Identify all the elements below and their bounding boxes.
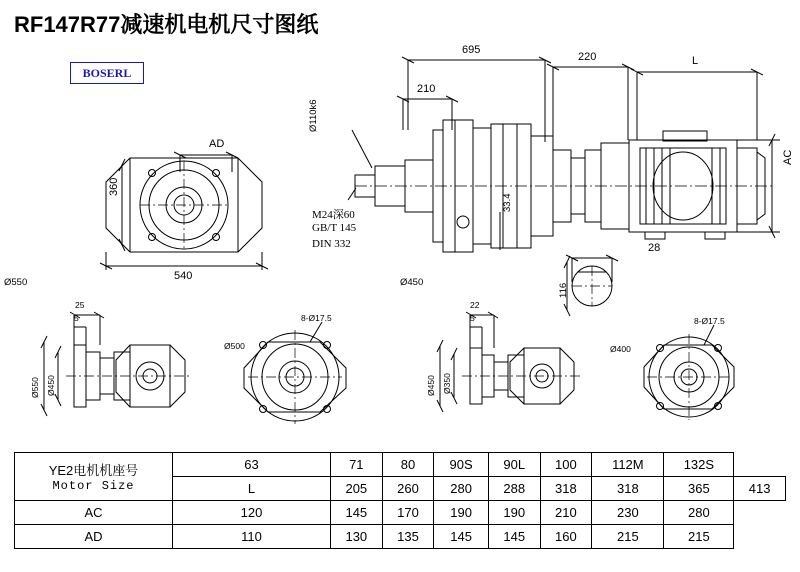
- cell: 110: [173, 525, 331, 549]
- col-header: 63: [173, 453, 331, 477]
- dim-d110k6: Ø110k6: [308, 99, 319, 132]
- cell: 145: [434, 525, 489, 549]
- cell: 365: [664, 477, 734, 501]
- cell: 145: [488, 525, 540, 549]
- table-row: [15, 453, 786, 477]
- dim-695: 695: [462, 44, 481, 56]
- dim-220: 220: [578, 51, 597, 63]
- cell: 135: [382, 525, 434, 549]
- cell: 160: [540, 525, 592, 549]
- cell: 280: [434, 477, 489, 501]
- dim-540: 540: [174, 270, 193, 282]
- dim-360: 360: [108, 177, 120, 196]
- row-header-cn: YE2电机机座号: [48, 463, 139, 478]
- col-header: 100: [540, 453, 592, 477]
- thread-callout-line2: GB/T 145: [312, 222, 357, 234]
- dim-210: 210: [417, 83, 436, 95]
- row-header-motor-size: [15, 453, 173, 501]
- cell: 170: [382, 501, 434, 525]
- table-row: [15, 525, 786, 549]
- dim-d550-side: Ø550: [30, 377, 40, 398]
- col-header: 112M: [592, 453, 664, 477]
- thread-callout-line3: DIN 332: [312, 238, 351, 250]
- dim-5b: 5: [470, 313, 475, 323]
- dim-d350-side: Ø350: [442, 373, 452, 394]
- row-header-en: Motor Size: [52, 479, 135, 493]
- col-header: 71: [331, 453, 383, 477]
- cell: 288: [488, 477, 540, 501]
- dim-d450-top: Ø450: [400, 277, 424, 288]
- col-header: 90S: [434, 453, 489, 477]
- row-label-AD: AD: [15, 525, 173, 549]
- cell: 145: [331, 501, 383, 525]
- cell: 210: [540, 501, 592, 525]
- page-title: RF147R77减速机电机尺寸图纸: [14, 12, 319, 37]
- cell: 230: [592, 501, 664, 525]
- dim-28: 28: [648, 242, 661, 254]
- row-label-L: L: [173, 477, 331, 501]
- thread-callout-line1: M24深60: [312, 209, 355, 221]
- col-header: 132S: [664, 453, 734, 477]
- dim-22: 22: [470, 300, 480, 310]
- cell: 130: [331, 525, 383, 549]
- cell: 318: [540, 477, 592, 501]
- dim-d450-side2: Ø450: [426, 375, 436, 396]
- dim-25: 25: [75, 300, 85, 310]
- cell: 318: [592, 477, 664, 501]
- col-header: 80: [382, 453, 434, 477]
- cell: 190: [434, 501, 489, 525]
- cell: 215: [664, 525, 734, 549]
- cell: 120: [173, 501, 331, 525]
- col-header: 90L: [488, 453, 540, 477]
- cell: 260: [382, 477, 434, 501]
- table-row: [15, 501, 786, 525]
- dim-d400: Ø400: [610, 344, 631, 354]
- dim-d450-side: Ø450: [46, 375, 56, 396]
- dim-116: 116: [558, 282, 569, 298]
- dim-5a: 5: [74, 313, 79, 323]
- cell: 190: [488, 501, 540, 525]
- cell: 413: [734, 477, 786, 501]
- dim-AC: AC: [782, 149, 794, 165]
- cell: 280: [664, 501, 734, 525]
- dim-L: L: [692, 55, 699, 67]
- cell: 205: [331, 477, 383, 501]
- row-label-AC: AC: [15, 501, 173, 525]
- brand-logo: BOSERL: [70, 62, 144, 84]
- dim-AD: AD: [209, 138, 225, 150]
- holes-callout-1: 8-Ø17.5: [301, 313, 332, 323]
- cell: 215: [592, 525, 664, 549]
- dim-33-4: 33.4: [502, 193, 513, 212]
- holes-callout-2: 8-Ø17.5: [694, 316, 725, 326]
- dim-d550-top: Ø550: [4, 277, 28, 288]
- dim-d500: Ø500: [224, 341, 245, 351]
- spec-table: [14, 452, 786, 549]
